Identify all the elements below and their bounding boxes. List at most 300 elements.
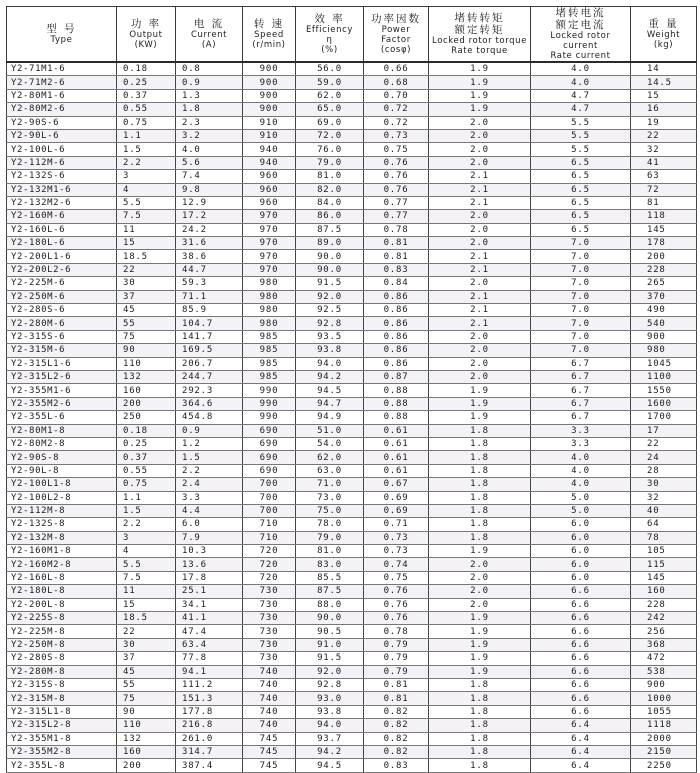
table-row	[7, 263, 697, 276]
output-cell: 7.5	[117, 210, 176, 223]
table-row	[7, 518, 697, 531]
locked-current-cell: 3.3	[531, 424, 631, 437]
table-row	[7, 89, 697, 102]
weight-cell: 540	[631, 317, 697, 330]
weight-cell: 1045	[631, 357, 697, 370]
power-factor-cell: 0.82	[364, 745, 429, 758]
weight-cell: 32	[631, 491, 697, 504]
speed-cell: 985	[243, 357, 296, 370]
speed-cell: 730	[243, 625, 296, 638]
type-cell: Y2-315L1-6	[7, 357, 117, 370]
locked-torque-cell: 1.8	[429, 692, 531, 705]
weight-cell: 145	[631, 223, 697, 236]
locked-current-cell: 4.7	[531, 89, 631, 102]
speed-cell: 900	[243, 62, 296, 76]
output-cell: 75	[117, 692, 176, 705]
header-efficiency	[296, 7, 364, 63]
efficiency-cell: 81.0	[296, 545, 364, 558]
speed-cell: 985	[243, 330, 296, 343]
locked-current-cell: 6.6	[531, 585, 631, 598]
type-cell: Y2-100L2-8	[7, 491, 117, 504]
locked-current-cell: 5.5	[531, 116, 631, 129]
type-cell: Y2-280M-6	[7, 317, 117, 330]
table-row	[7, 531, 697, 544]
weight-cell: 1100	[631, 370, 697, 383]
output-cell: 4	[117, 545, 176, 558]
type-cell: Y2-90S-6	[7, 116, 117, 129]
table-row	[7, 678, 697, 691]
speed-cell: 980	[243, 304, 296, 317]
locked-torque-cell: 1.9	[429, 638, 531, 651]
power-factor-cell: 0.88	[364, 384, 429, 397]
power-factor-cell: 0.73	[364, 545, 429, 558]
efficiency-cell: 82.0	[296, 183, 364, 196]
weight-cell: 256	[631, 625, 697, 638]
type-cell: Y2-71M2-6	[7, 76, 117, 89]
efficiency-cell: 63.0	[296, 464, 364, 477]
table-row	[7, 424, 697, 437]
table-row	[7, 665, 697, 678]
table-row	[7, 491, 697, 504]
output-cell: 4	[117, 183, 176, 196]
table-row	[7, 598, 697, 611]
current-cell: 1.2	[176, 437, 243, 450]
table-row	[7, 545, 697, 558]
weight-cell: 1700	[631, 411, 697, 424]
output-cell: 22	[117, 263, 176, 276]
type-cell: Y2-180L-6	[7, 237, 117, 250]
power-factor-cell: 0.73	[364, 129, 429, 142]
type-cell: Y2-160M1-8	[7, 545, 117, 558]
current-cell: 0.8	[176, 62, 243, 76]
type-cell: Y2-315L1-8	[7, 705, 117, 718]
speed-cell: 740	[243, 705, 296, 718]
table-header	[7, 7, 697, 63]
table-row	[7, 745, 697, 758]
current-cell: 41.1	[176, 612, 243, 625]
table-row	[7, 370, 697, 383]
output-cell: 110	[117, 719, 176, 732]
efficiency-cell: 91.5	[296, 277, 364, 290]
current-cell: 85.9	[176, 304, 243, 317]
current-cell: 4.0	[176, 143, 243, 156]
weight-cell: 200	[631, 250, 697, 263]
power-factor-cell: 0.86	[364, 357, 429, 370]
locked-current-cell: 6.0	[531, 531, 631, 544]
locked-current-cell: 6.6	[531, 598, 631, 611]
output-cell: 0.55	[117, 464, 176, 477]
power-factor-cell: 0.69	[364, 504, 429, 517]
table-row	[7, 504, 697, 517]
table-row	[7, 652, 697, 665]
power-factor-cell: 0.61	[364, 424, 429, 437]
current-cell: 2.2	[176, 464, 243, 477]
weight-cell: 30	[631, 478, 697, 491]
current-cell: 364.6	[176, 397, 243, 410]
output-cell: 160	[117, 745, 176, 758]
table-row	[7, 719, 697, 732]
locked-current-cell: 7.0	[531, 344, 631, 357]
locked-current-cell: 6.6	[531, 652, 631, 665]
type-cell: Y2-80M1-8	[7, 424, 117, 437]
current-cell: 7.9	[176, 531, 243, 544]
type-cell: Y2-132S-8	[7, 518, 117, 531]
efficiency-cell: 76.0	[296, 143, 364, 156]
type-cell: Y2-100L-6	[7, 143, 117, 156]
table-row	[7, 129, 697, 142]
table-row	[7, 210, 697, 223]
efficiency-cell: 71.0	[296, 478, 364, 491]
type-cell: Y2-225M-8	[7, 625, 117, 638]
header-locked-rotor-torque-en: Locked rotor torque Rate torque	[432, 36, 527, 56]
speed-cell: 720	[243, 571, 296, 584]
efficiency-cell: 93.8	[296, 344, 364, 357]
output-cell: 1.5	[117, 504, 176, 517]
power-factor-cell: 0.72	[364, 116, 429, 129]
locked-current-cell: 6.4	[531, 719, 631, 732]
weight-cell: 900	[631, 330, 697, 343]
current-cell: 387.4	[176, 759, 243, 772]
current-cell: 169.5	[176, 344, 243, 357]
weight-cell: 2250	[631, 759, 697, 772]
output-cell: 200	[117, 397, 176, 410]
output-cell: 55	[117, 678, 176, 691]
locked-current-cell: 6.0	[531, 518, 631, 531]
current-cell: 71.1	[176, 290, 243, 303]
speed-cell: 730	[243, 598, 296, 611]
type-cell: Y2-315L2-8	[7, 719, 117, 732]
header-output-en: Output (KW)	[129, 30, 163, 50]
locked-torque-cell: 1.8	[429, 437, 531, 450]
current-cell: 177.8	[176, 705, 243, 718]
power-factor-cell: 0.71	[364, 518, 429, 531]
header-locked-rotor-current	[531, 7, 631, 63]
locked-torque-cell: 1.9	[429, 76, 531, 89]
locked-torque-cell: 2.0	[429, 598, 531, 611]
current-cell: 34.1	[176, 598, 243, 611]
locked-torque-cell: 1.8	[429, 451, 531, 464]
current-cell: 0.9	[176, 76, 243, 89]
type-cell: Y2-355M1-6	[7, 384, 117, 397]
table-row	[7, 317, 697, 330]
weight-cell: 19	[631, 116, 697, 129]
locked-torque-cell: 2.1	[429, 290, 531, 303]
type-cell: Y2-90L-8	[7, 464, 117, 477]
current-cell: 1.3	[176, 89, 243, 102]
weight-cell: 242	[631, 612, 697, 625]
table-row	[7, 344, 697, 357]
type-cell: Y2-100L1-8	[7, 478, 117, 491]
output-cell: 37	[117, 290, 176, 303]
header-row	[7, 7, 697, 63]
efficiency-cell: 94.5	[296, 759, 364, 772]
table-row	[7, 237, 697, 250]
motor-spec-table	[6, 6, 697, 773]
type-cell: Y2-355M2-6	[7, 397, 117, 410]
efficiency-cell: 92.0	[296, 665, 364, 678]
type-cell: Y2-112M-6	[7, 156, 117, 169]
header-locked-rotor-torque-zh: 堵转转矩 额定转矩	[454, 12, 505, 36]
table-row	[7, 116, 697, 129]
output-cell: 0.37	[117, 89, 176, 102]
efficiency-cell: 87.5	[296, 223, 364, 236]
current-cell: 7.4	[176, 170, 243, 183]
efficiency-cell: 62.0	[296, 451, 364, 464]
speed-cell: 940	[243, 156, 296, 169]
efficiency-cell: 79.0	[296, 531, 364, 544]
power-factor-cell: 0.76	[364, 156, 429, 169]
output-cell: 90	[117, 705, 176, 718]
type-cell: Y2-132S-6	[7, 170, 117, 183]
locked-current-cell: 5.0	[531, 491, 631, 504]
type-cell: Y2-132M-8	[7, 531, 117, 544]
locked-current-cell: 5.5	[531, 129, 631, 142]
current-cell: 216.8	[176, 719, 243, 732]
locked-torque-cell: 2.0	[429, 156, 531, 169]
current-cell: 13.6	[176, 558, 243, 571]
weight-cell: 265	[631, 277, 697, 290]
locked-torque-cell: 1.9	[429, 411, 531, 424]
power-factor-cell: 0.67	[364, 478, 429, 491]
speed-cell: 990	[243, 384, 296, 397]
speed-cell: 730	[243, 652, 296, 665]
power-factor-cell: 0.79	[364, 638, 429, 651]
locked-torque-cell: 2.0	[429, 370, 531, 383]
power-factor-cell: 0.76	[364, 612, 429, 625]
locked-torque-cell: 2.0	[429, 277, 531, 290]
output-cell: 22	[117, 625, 176, 638]
table-row	[7, 196, 697, 209]
weight-cell: 1000	[631, 692, 697, 705]
locked-torque-cell: 1.8	[429, 719, 531, 732]
weight-cell: 15	[631, 89, 697, 102]
efficiency-cell: 86.0	[296, 210, 364, 223]
power-factor-cell: 0.72	[364, 103, 429, 116]
efficiency-cell: 78.0	[296, 518, 364, 531]
table-row	[7, 692, 697, 705]
locked-current-cell: 6.0	[531, 545, 631, 558]
locked-torque-cell: 2.0	[429, 344, 531, 357]
output-cell: 0.25	[117, 437, 176, 450]
header-power-factor-zh: 功率因数	[371, 13, 421, 25]
current-cell: 9.8	[176, 183, 243, 196]
efficiency-cell: 94.2	[296, 370, 364, 383]
efficiency-cell: 72.0	[296, 129, 364, 142]
power-factor-cell: 0.66	[364, 62, 429, 76]
current-cell: 31.6	[176, 237, 243, 250]
locked-torque-cell: 1.8	[429, 491, 531, 504]
current-cell: 151.3	[176, 692, 243, 705]
efficiency-cell: 87.5	[296, 585, 364, 598]
weight-cell: 22	[631, 437, 697, 450]
speed-cell: 960	[243, 196, 296, 209]
locked-current-cell: 7.0	[531, 290, 631, 303]
output-cell: 18.5	[117, 250, 176, 263]
header-speed-zh: 转 速	[253, 18, 285, 30]
speed-cell: 700	[243, 478, 296, 491]
current-cell: 206.7	[176, 357, 243, 370]
type-cell: Y2-225M-6	[7, 277, 117, 290]
table-row	[7, 437, 697, 450]
output-cell: 0.18	[117, 424, 176, 437]
current-cell: 5.6	[176, 156, 243, 169]
locked-current-cell: 4.7	[531, 103, 631, 116]
weight-cell: 118	[631, 210, 697, 223]
locked-current-cell: 7.0	[531, 250, 631, 263]
speed-cell: 900	[243, 76, 296, 89]
weight-cell: 72	[631, 183, 697, 196]
weight-cell: 78	[631, 531, 697, 544]
efficiency-cell: 65.0	[296, 103, 364, 116]
locked-torque-cell: 1.8	[429, 424, 531, 437]
locked-current-cell: 6.5	[531, 223, 631, 236]
type-cell: Y2-315M-8	[7, 692, 117, 705]
speed-cell: 740	[243, 678, 296, 691]
weight-cell: 980	[631, 344, 697, 357]
power-factor-cell: 0.86	[364, 317, 429, 330]
locked-current-cell: 6.5	[531, 196, 631, 209]
efficiency-cell: 94.0	[296, 357, 364, 370]
type-cell: Y2-160M-6	[7, 210, 117, 223]
speed-cell: 970	[243, 263, 296, 276]
speed-cell: 980	[243, 290, 296, 303]
power-factor-cell: 0.78	[364, 625, 429, 638]
efficiency-cell: 93.8	[296, 705, 364, 718]
speed-cell: 970	[243, 223, 296, 236]
type-cell: Y2-315S-8	[7, 678, 117, 691]
current-cell: 10.3	[176, 545, 243, 558]
weight-cell: 16	[631, 103, 697, 116]
weight-cell: 24	[631, 451, 697, 464]
weight-cell: 105	[631, 545, 697, 558]
type-cell: Y2-132M1-6	[7, 183, 117, 196]
efficiency-cell: 84.0	[296, 196, 364, 209]
current-cell: 3.3	[176, 491, 243, 504]
current-cell: 6.0	[176, 518, 243, 531]
weight-cell: 228	[631, 263, 697, 276]
table-row	[7, 156, 697, 169]
weight-cell: 368	[631, 638, 697, 651]
output-cell: 0.75	[117, 116, 176, 129]
speed-cell: 700	[243, 504, 296, 517]
weight-cell: 14	[631, 62, 697, 76]
table-row	[7, 705, 697, 718]
output-cell: 5.5	[117, 196, 176, 209]
efficiency-cell: 90.0	[296, 250, 364, 263]
weight-cell: 115	[631, 558, 697, 571]
locked-torque-cell: 2.0	[429, 116, 531, 129]
speed-cell: 940	[243, 143, 296, 156]
efficiency-cell: 73.0	[296, 491, 364, 504]
output-cell: 30	[117, 277, 176, 290]
output-cell: 3	[117, 531, 176, 544]
locked-current-cell: 3.3	[531, 437, 631, 450]
weight-cell: 32	[631, 143, 697, 156]
speed-cell: 710	[243, 518, 296, 531]
locked-current-cell: 7.0	[531, 330, 631, 343]
speed-cell: 730	[243, 612, 296, 625]
power-factor-cell: 0.87	[364, 370, 429, 383]
locked-torque-cell: 2.1	[429, 304, 531, 317]
locked-torque-cell: 2.1	[429, 250, 531, 263]
speed-cell: 970	[243, 237, 296, 250]
power-factor-cell: 0.77	[364, 196, 429, 209]
locked-current-cell: 5.5	[531, 143, 631, 156]
power-factor-cell: 0.61	[364, 451, 429, 464]
weight-cell: 145	[631, 571, 697, 584]
efficiency-cell: 93.7	[296, 732, 364, 745]
locked-torque-cell: 1.8	[429, 531, 531, 544]
locked-torque-cell: 1.9	[429, 625, 531, 638]
output-cell: 37	[117, 652, 176, 665]
locked-torque-cell: 2.0	[429, 571, 531, 584]
type-cell: Y2-250M-8	[7, 638, 117, 651]
table-row	[7, 290, 697, 303]
current-cell: 4.4	[176, 504, 243, 517]
current-cell: 59.3	[176, 277, 243, 290]
speed-cell: 740	[243, 719, 296, 732]
locked-torque-cell: 2.1	[429, 263, 531, 276]
locked-torque-cell: 2.1	[429, 317, 531, 330]
efficiency-cell: 94.9	[296, 411, 364, 424]
locked-current-cell: 6.5	[531, 183, 631, 196]
output-cell: 30	[117, 638, 176, 651]
table-row	[7, 558, 697, 571]
weight-cell: 900	[631, 678, 697, 691]
table-row	[7, 638, 697, 651]
table-row	[7, 384, 697, 397]
locked-torque-cell: 1.8	[429, 464, 531, 477]
output-cell: 3	[117, 170, 176, 183]
output-cell: 160	[117, 384, 176, 397]
efficiency-cell: 90.5	[296, 625, 364, 638]
locked-torque-cell: 2.0	[429, 129, 531, 142]
locked-torque-cell: 1.8	[429, 745, 531, 758]
current-cell: 1.8	[176, 103, 243, 116]
current-cell: 77.8	[176, 652, 243, 665]
locked-torque-cell: 1.8	[429, 678, 531, 691]
output-cell: 75	[117, 330, 176, 343]
output-cell: 1.1	[117, 129, 176, 142]
current-cell: 141.7	[176, 330, 243, 343]
locked-torque-cell: 1.9	[429, 384, 531, 397]
locked-current-cell: 6.7	[531, 384, 631, 397]
power-factor-cell: 0.77	[364, 210, 429, 223]
speed-cell: 960	[243, 183, 296, 196]
efficiency-cell: 93.5	[296, 330, 364, 343]
speed-cell: 900	[243, 89, 296, 102]
efficiency-cell: 54.0	[296, 437, 364, 450]
weight-cell: 472	[631, 652, 697, 665]
speed-cell: 910	[243, 116, 296, 129]
weight-cell: 64	[631, 518, 697, 531]
power-factor-cell: 0.76	[364, 170, 429, 183]
efficiency-cell: 89.0	[296, 237, 364, 250]
locked-current-cell: 6.7	[531, 357, 631, 370]
speed-cell: 740	[243, 692, 296, 705]
weight-cell: 2150	[631, 745, 697, 758]
speed-cell: 690	[243, 464, 296, 477]
efficiency-cell: 62.0	[296, 89, 364, 102]
weight-cell: 228	[631, 598, 697, 611]
output-cell: 1.5	[117, 143, 176, 156]
current-cell: 94.1	[176, 665, 243, 678]
speed-cell: 690	[243, 437, 296, 450]
speed-cell: 745	[243, 759, 296, 772]
locked-torque-cell: 2.0	[429, 330, 531, 343]
current-cell: 104.7	[176, 317, 243, 330]
output-cell: 200	[117, 759, 176, 772]
